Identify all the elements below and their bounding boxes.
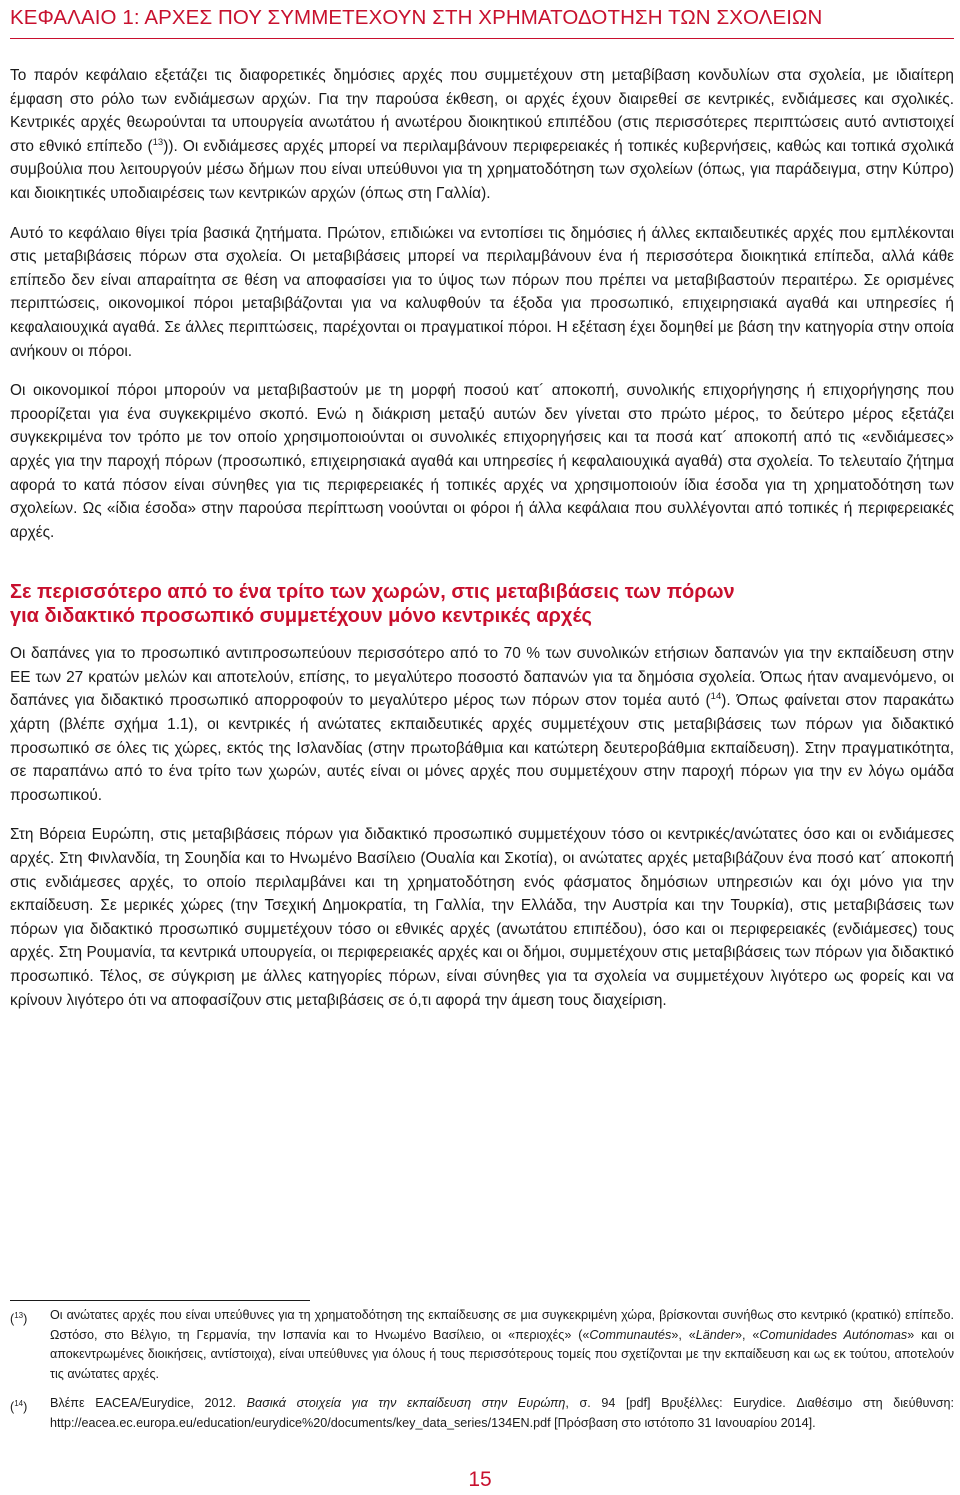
intro-paragraph-3: Οι οικονομικοί πόροι μπορούν να μεταβιβαστούν με τη μορφή ποσού κατ´ αποκοπή, συνολικής επιχορήγησης ή επιχορήγησης που προορίζεται για ένα συγκεκριμένο σκοπό. Ενώ η διάκριση μεταξύ αυτών δεν γίνεται στο πρώτο μέρος, το δεύτερο μέρος εξετάζει συγκεκριμένα τον τρόπο με τον οποίο χρησιμοποιούνται οι συνολικές επιχορηγήσεις και τα ποσά κατ´ αποκοπή από τις «ενδιάμεσες» αρχές για την παροχή πόρων (προσωπικό, επιχειρησιακά αγαθά και υπηρεσίες ή κεφαλαιουχικά αγαθά) στα σχολεία. Το τελευταίο ζήτημα αφορά το κατά πόσον είναι σύνηθες για τις περιφερειακές ή τοπικές αρχές να χρησιμοποιούν ίδια έσοδα για τη χρηματοδότηση των σχολείων. Ως «ίδια έσοδα» στην παρούσα περίπτωση νοούνται οι φόροι ή άλλα κεφάλαια που συλλέγονται από τοπικές ή περιφερειακές αρχές. — [10, 382, 954, 541]
footnote-ref-14[interactable]: 14 — [710, 691, 722, 703]
footnote-text-run: , σ. 94 [pdf] Βρυξέλλες: Eurydice. Διαθέσιμο στη διεύθυνση: http://eacea.ec.europa.eu/education/eurydice%20/documents/key_data_series/134EN.pdf [Πρόσβαση στο ιστότοπο 31 Ιανουαρίου 2014]. — [50, 1396, 954, 1430]
footnotes — [10, 1306, 954, 1443]
footnote-text-run: Βλέπε EACEA/Eurydice, 2012. — [50, 1396, 247, 1410]
section-p1-part-b: ). Όπως φαίνεται στον παρακάτω χάρτη (βλέπε σχήμα 1.1), οι κεντρικές ή ανώτατες εκπαιδευτικές αρχές συμμετέχουν στις μεταβιβάσεις των πόρων για διδακτικό προσωπικό σε όλες τις χώρες, εκτός της Ισλανδίας (στην πρωτοβάθμια και κατώτερη δευτεροβάθμια εκπαίδευση). Στην πραγματικότητα, σε παραπάνω από το ένα τρίτο των χωρών, αυτές είναι οι μόνες αρχές που συμμετέχουν στην παροχή πόρων για την εν λόγω ομάδα προσωπικού. — [10, 692, 954, 804]
intro-paragraph-2: Αυτό το κεφάλαιο θίγει τρία βασικά ζητήματα. Πρώτον, επιδιώκει να εντοπίσει τις δημόσιες ή άλλες εκπαιδευτικές αρχές που εμπλέκονται στις μεταβιβάσεις πόρων στα σχολεία. Οι μεταβιβάσεις μπορεί να περιλαμβάνουν ένα ή περισσότερα διοικητικά επίπεδα, αλλά κάθε επίπεδο δεν είναι απαραίτητα σε θέση να αποφασίσει για το ύψος των πόρων που πρέπει να μεταβιβαστούν περαιτέρω. Σε ορισμένες περιπτώσεις, οικονομικοί πόροι μεταβιβάζονται για να καλυφθούν τα έξοδα για προσωπικό, επιχειρησιακά αγαθά και υπηρεσίες ή κεφαλαιουχικά αγαθά. Σε άλλες περιπτώσεις, παρέχονται οι πραγματικοί πόροι. Η εξέταση έχει δομηθεί με βάση την κατηγορία στην οποία ανήκουν οι πόροι. — [10, 224, 954, 360]
footnote-text-run: », « — [734, 1327, 760, 1342]
footnote-text-run: », « — [671, 1327, 696, 1342]
footnote-italic-run: Communautés — [589, 1327, 672, 1342]
section-paragraph-2: Στη Βόρεια Ευρώπη, στις μεταβιβάσεις πόρων για διδακτικό προσωπικό συμμετέχουν τόσο οι κεντρικές/ανώτατες όσο και οι ενδιάμεσες αρχές. Στη Φινλανδία, τη Σουηδία και το Ηνωμένο Βασίλειο (Ουαλία και Σκοτία), οι ανώτατες αρχές μεταβιβάζουν ένα ποσό κατ´ αποκοπή στις ενδιάμεσες αρχές, το οποίο περιλαμβάνει και τη χρηματοδότηση ενός φάσματος δημόσιων υπηρεσιών και όχι μόνο για την εκπαίδευση. Σε μερικές χώρες (την Τσεχική Δημοκρατία, τη Γαλλία, την Ελλάδα, την Αυστρία και την Τουρκία), στις μεταβιβάσεις των πόρων για διδακτικό προσωπικό συμμετέχουν τόσο οι εθνικές αρχές (ανωτάτου επιπέδου), όσο και οι περιφερειακές (ενδιάμεσες) τους αρχές. Στη Ρουμανία, τα κεντρικά υπουργεία, οι περιφερειακές αρχές και οι δήμοι, συμμετέχουν στις μεταβιβάσεις των πόρων για διδακτικό προσωπικό. Τέλος, σε σύγκριση με άλλες κατηγορίες πόρων, είναι σύνηθες για τα σχολεία να συμμετέχουν λιγότερο ως φορείς και να κρίνουν λιγότερο ότι να αποφασίζουν στις μεταβιβάσεις σε ό,τι αφορά την άμεση τους διαχείριση. — [10, 826, 954, 1009]
section-heading — [10, 580, 954, 628]
section-heading-line-1: Σε περισσότερο από το ένα τρίτο των χωρών, στις μεταβιβάσεις των πόρων — [10, 581, 735, 604]
footnote-italic-run: Comunidades Autónomas — [759, 1327, 908, 1342]
intro-p1-part-b: )). Οι ενδιάμεσες αρχές μπορεί να περιλαμβάνουν περιφερειακές ή τοπικές κυβερνήσεις, καθώς και τοπικά σχολικά συμβούλια που λειτουργούν μέσω δήμων που είναι υπεύθυνοι για τη χρηματοδότηση των σχολείων (όπως, για παράδειγμα, στην Κύπρο) και διοικητικές υποδιαιρέσεις των κεντρικών αρχών (όπως στη Γαλλία). — [10, 137, 955, 202]
footnote-text-run: » και οι αποκεντρωμένες διοικήσεις, αντίστοιχα), είναι υπεύθυνες για όλους ή τους περισσότερους τομείς που σχετίζονται με την εκπαίδευση και ως εκ τούτου, αποτελούν τις ανώτατες αρχές. — [50, 1327, 955, 1381]
footnote-italic-run: Länder — [695, 1327, 735, 1342]
section-paragraph-1 — [10, 642, 954, 807]
intro-p1-part-a: Το παρόν κεφάλαιο εξετάζει τις διαφορετικές δημόσιες αρχές που συμμετέχουν στη μεταβίβαση κονδυλίων στα σχολεία, με ιδιαίτερη έμφαση στο ρόλο των ενδιάμεσων αρχών. Για την παρούσα έκθεση, οι αρχές έχουν διαιρεθεί σε κεντρικές, ενδιάμεσες και σχολικές. Κεντρικές αρχές θεωρούνται τα υπουργεία ανωτάτου ή ανωτέρου διοικητικού επιπέδου (στις περισσότερες περιπτώσεις αυτό αντιστοιχεί στο εθνικό επίπεδο ( — [10, 67, 954, 155]
footnote-text — [50, 1394, 954, 1433]
footnote-text-run: Οι ανώτατες αρχές που είναι υπεύθυνες για τη χρηματοδότηση της εκπαίδευσης σε μια συγκεκριμένη χώρα, βρίσκονται συνήθως στο κεντρικό (κρατικό) επίπεδο. Ωστόσο, στο Βέλγιο, τη Γερμανία, την Ισπανία και το Ηνωμένο Βασίλειο, οι «περιοχές» (« — [50, 1308, 954, 1342]
footnote-number: 13 — [14, 1311, 24, 1320]
footnote-ref-13[interactable]: 13 — [152, 136, 164, 148]
footnote-text — [50, 1306, 954, 1384]
footnote-number: 14 — [14, 1399, 24, 1408]
footnote-14 — [10, 1394, 954, 1433]
footnote-italic-run: Βασικά στοιχεία για την εκπαίδευση στην Ευρώπη — [246, 1396, 566, 1410]
intro-paragraph-1 — [10, 64, 954, 206]
body-text — [10, 64, 954, 1028]
chapter-title: ΚΕΦΑΛΑΙΟ 1: ΑΡΧΕΣ ΠΟΥ ΣΥΜΜΕΤΕΧΟΥΝ ΣΤΗ ΧΡΗΜΑΤΟΔΟΤΗΣΗ ΤΩΝ ΣΧΟΛΕΙΩΝ — [10, 6, 823, 29]
section-p1-part-a: Οι δαπάνες για το προσωπικό αντιπροσωπεύουν περισσότερο από το 70 % των συνολικών ετήσιων δαπανών για την εκπαίδευση στην ΕΕ των 27 κρατών μελών και αποτελούν, επίσης, το μεγαλύτερο ποσοστό δαπανών για τα δημόσια σχολεία. Όπως ήταν αναμενόμενο, οι δαπάνες για διδακτικό προσωπικό απορροφούν το μεγαλύτερο μέρος των πόρων στον τομέα αυτό ( — [10, 645, 954, 710]
footnote-mark: ($^{14}$) — [10, 1399, 28, 1415]
footnote-13 — [10, 1306, 954, 1384]
title-underline — [10, 38, 954, 39]
footnote-separator — [10, 1300, 310, 1301]
footnote-mark: ($^{13}$) — [10, 1311, 28, 1327]
section-heading-line-2: για διδακτικό προσωπικό συμμετέχουν μόνο κεντρικές αρχές — [10, 605, 592, 628]
page-number: 15 — [468, 1468, 492, 1491]
